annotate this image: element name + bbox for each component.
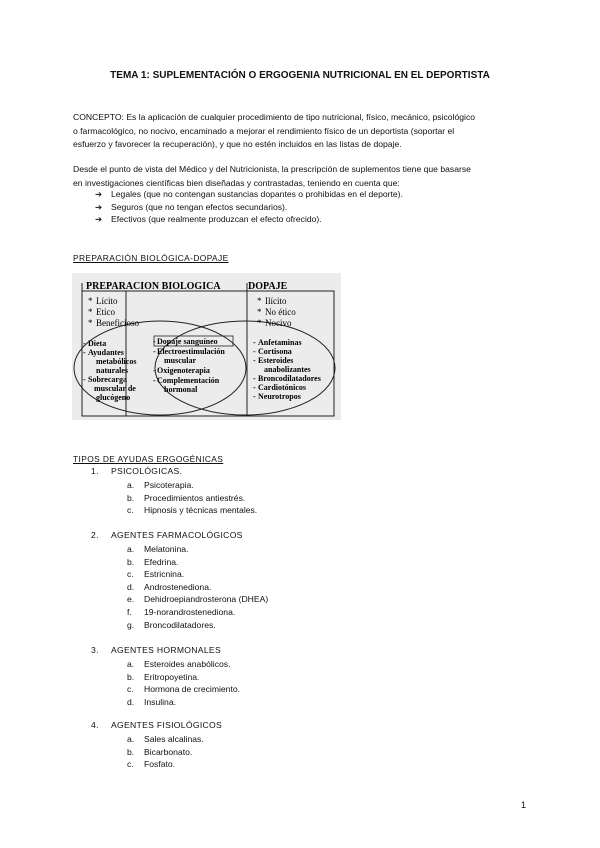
item-letter: a. xyxy=(127,659,135,669)
item-text: Psicoterapia. xyxy=(144,480,194,490)
item-text: Dehidroepiandrosterona (DHEA) xyxy=(144,594,269,605)
item-text: Melatonina. xyxy=(144,544,189,554)
item-letter: a. xyxy=(127,734,135,744)
item-letter: b. xyxy=(127,556,135,567)
item-letter: b. xyxy=(127,492,135,503)
item-text: Hipnosis y técnicas mentales. xyxy=(144,505,258,516)
right-trait: Nocivo xyxy=(265,318,292,328)
list-item xyxy=(127,568,268,581)
list-item xyxy=(95,213,403,226)
right-trait: Ilícito xyxy=(265,296,287,306)
list-item xyxy=(127,733,204,746)
right-item: Broncodilatadores xyxy=(258,374,321,383)
document-title: TEMA 1: SUPLEMENTACIÓN O ERGOGENIA NUTRICIONAL EN EL DEPORTISTA xyxy=(110,70,490,81)
item-dash: - xyxy=(253,338,256,347)
left-header: PREPARACION BIOLOGICA xyxy=(86,281,221,292)
right-item: Esteroides xyxy=(258,356,294,365)
list-item xyxy=(127,746,204,759)
item-text: Sales alcalinas. xyxy=(144,734,204,744)
right-item: Anfetaminas xyxy=(258,338,302,347)
item-text: 19-norandrostenediona. xyxy=(144,606,236,617)
item-letter: b. xyxy=(127,746,135,757)
trait-bullet: * xyxy=(88,307,93,317)
item-text: Insulina. xyxy=(144,696,177,707)
middle-item: muscular xyxy=(164,356,196,365)
criterio-text: Legales (que no contengan sustancias dopantes o prohibidas en el deporte). xyxy=(111,189,403,199)
middle-item: Complementación xyxy=(157,376,220,385)
item-dash: - xyxy=(253,392,256,401)
category-heading xyxy=(91,466,182,476)
criterios-list xyxy=(95,188,403,226)
left-item: Sobrecarga xyxy=(88,375,127,384)
list-item xyxy=(127,671,240,684)
list-item xyxy=(127,619,268,632)
left-trait: Lícito xyxy=(96,296,118,306)
middle-item: Dopaje sanguíneo xyxy=(157,337,218,346)
prescripcion-paragraph xyxy=(73,163,528,190)
left-item: Ayudantes xyxy=(88,348,124,357)
item-letter: e. xyxy=(127,594,135,605)
item-letter: c. xyxy=(127,684,134,695)
concepto-line: CONCEPTO: Es la aplicación de cualquier procedimiento de tipo nutricional, físico, mecánico, psicológico xyxy=(73,112,476,122)
criterio-text: Efectivos (que realmente produzcan el efecto ofrecido). xyxy=(111,214,322,225)
item-text: Androstenediona. xyxy=(144,581,212,592)
right-header: DOPAJE xyxy=(248,281,288,292)
middle-item: hormonal xyxy=(164,385,198,394)
list-item xyxy=(127,696,240,709)
item-text: Fosfato. xyxy=(144,759,176,770)
item-text: Eritropoyetina. xyxy=(144,671,200,682)
arrow-icon: ➔ xyxy=(95,201,103,212)
item-text: Broncodilatadores. xyxy=(144,619,216,630)
section-heading-tipos: TIPOS DE AYUDAS ERGOGÉNICAS xyxy=(73,454,224,464)
left-item: muscular de xyxy=(94,384,136,393)
middle-item: Oxigenoterapia xyxy=(157,366,210,375)
item-dash: - xyxy=(253,383,256,392)
list-item xyxy=(127,658,240,671)
item-dash: - xyxy=(253,356,256,365)
item-letter: d. xyxy=(127,696,135,707)
left-item: naturales xyxy=(96,366,128,375)
left-item: Dieta xyxy=(88,339,107,348)
right-item: Cortisona xyxy=(258,347,292,356)
category-items xyxy=(127,658,240,708)
page-number: 1 xyxy=(521,800,527,810)
list-item xyxy=(95,188,403,201)
item-letter: d. xyxy=(127,581,135,592)
concepto-line: o farmacológico, no nocivo, encaminado a mejorar el rendimiento físico de un deportista (soportar el xyxy=(73,125,455,136)
left-trait: Beneficioso xyxy=(96,318,139,328)
item-text: Estricnina. xyxy=(144,569,185,580)
item-dash: - xyxy=(253,347,256,356)
trait-bullet: * xyxy=(88,318,93,328)
item-dash: - xyxy=(83,339,86,348)
item-dash: - xyxy=(153,337,156,346)
item-dash: - xyxy=(83,375,86,384)
arrow-icon: ➔ xyxy=(95,189,103,199)
criterio-text: Seguros (que no tengan efectos secundarios). xyxy=(111,201,288,212)
category-number: 1. xyxy=(91,466,99,476)
item-text: Bicarbonato. xyxy=(144,746,193,757)
item-letter: c. xyxy=(127,759,134,770)
item-letter: a. xyxy=(127,544,135,554)
list-item xyxy=(127,593,268,606)
category-name: PSICOLÓGICAS. xyxy=(111,466,183,476)
right-item: Neurotropos xyxy=(258,392,301,401)
category-name: AGENTES FISIOLÓGICOS xyxy=(111,720,223,730)
category-number: 3. xyxy=(91,645,99,655)
trait-bullet: * xyxy=(257,296,262,306)
item-letter: f. xyxy=(127,606,132,617)
left-item: metabólicos xyxy=(96,357,137,366)
concepto-line: esfuerzo y favorecer la recuperación), y que no estén incluidos en las listas de dopaje. xyxy=(73,139,402,149)
item-letter: g. xyxy=(127,619,135,630)
item-letter: c. xyxy=(127,505,134,516)
category-name: AGENTES HORMONALES xyxy=(111,645,221,655)
item-dash: - xyxy=(83,348,86,357)
left-trait: Etico xyxy=(96,307,115,317)
left-item: glucógeno xyxy=(96,393,131,402)
list-item xyxy=(127,492,257,505)
category-items xyxy=(127,543,268,631)
list-item xyxy=(127,581,268,594)
prescripcion-line: Desde el punto de vista del Médico y del Nutricionista, la prescripción de suplementos tiene que basarse xyxy=(73,164,471,174)
list-item xyxy=(127,556,268,569)
right-item: Cardiotónicos xyxy=(258,383,306,392)
category-number: 4. xyxy=(91,720,99,730)
category-heading xyxy=(91,645,221,655)
item-letter: a. xyxy=(127,480,135,490)
category-number: 2. xyxy=(91,530,99,540)
concepto-paragraph xyxy=(73,111,528,152)
list-item xyxy=(127,683,240,696)
category-items xyxy=(127,479,257,517)
list-item xyxy=(127,504,257,517)
right-trait: No ético xyxy=(265,307,296,317)
list-item xyxy=(127,606,268,619)
trait-bullet: * xyxy=(257,307,262,317)
arrow-icon: ➔ xyxy=(95,214,103,225)
preparacion-dopaje-diagram xyxy=(72,273,341,420)
category-heading xyxy=(91,720,222,730)
list-item xyxy=(127,758,204,771)
item-text: Efedrina. xyxy=(144,556,179,567)
item-text: Procedimientos antiestrés. xyxy=(144,492,246,503)
item-dash: - xyxy=(253,374,256,383)
list-item xyxy=(127,543,268,556)
item-letter: c. xyxy=(127,569,134,580)
category-name: AGENTES FARMACOLÓGICOS xyxy=(111,530,243,540)
item-dash: - xyxy=(153,366,156,375)
middle-item: Electroestimulación xyxy=(157,347,225,356)
item-text: Esteroides anabólicos. xyxy=(144,659,231,669)
section-heading-preparacion: PREPARACIÓN BIOLÓGICA-DOPAJE xyxy=(73,253,229,263)
prescripcion-line: en investigaciones científicas bien diseñadas y contrastadas, teniendo en cuenta que: xyxy=(73,177,400,188)
item-text: Hormona de crecimiento. xyxy=(144,684,241,695)
list-item xyxy=(127,479,257,492)
item-letter: b. xyxy=(127,671,135,682)
trait-bullet: * xyxy=(88,296,93,306)
list-item xyxy=(95,201,403,214)
right-item: anabolizantes xyxy=(264,365,311,374)
item-dash: - xyxy=(153,376,156,385)
item-dash: - xyxy=(153,347,156,356)
category-items xyxy=(127,733,204,771)
category-heading xyxy=(91,530,243,540)
trait-bullet: * xyxy=(257,318,262,328)
